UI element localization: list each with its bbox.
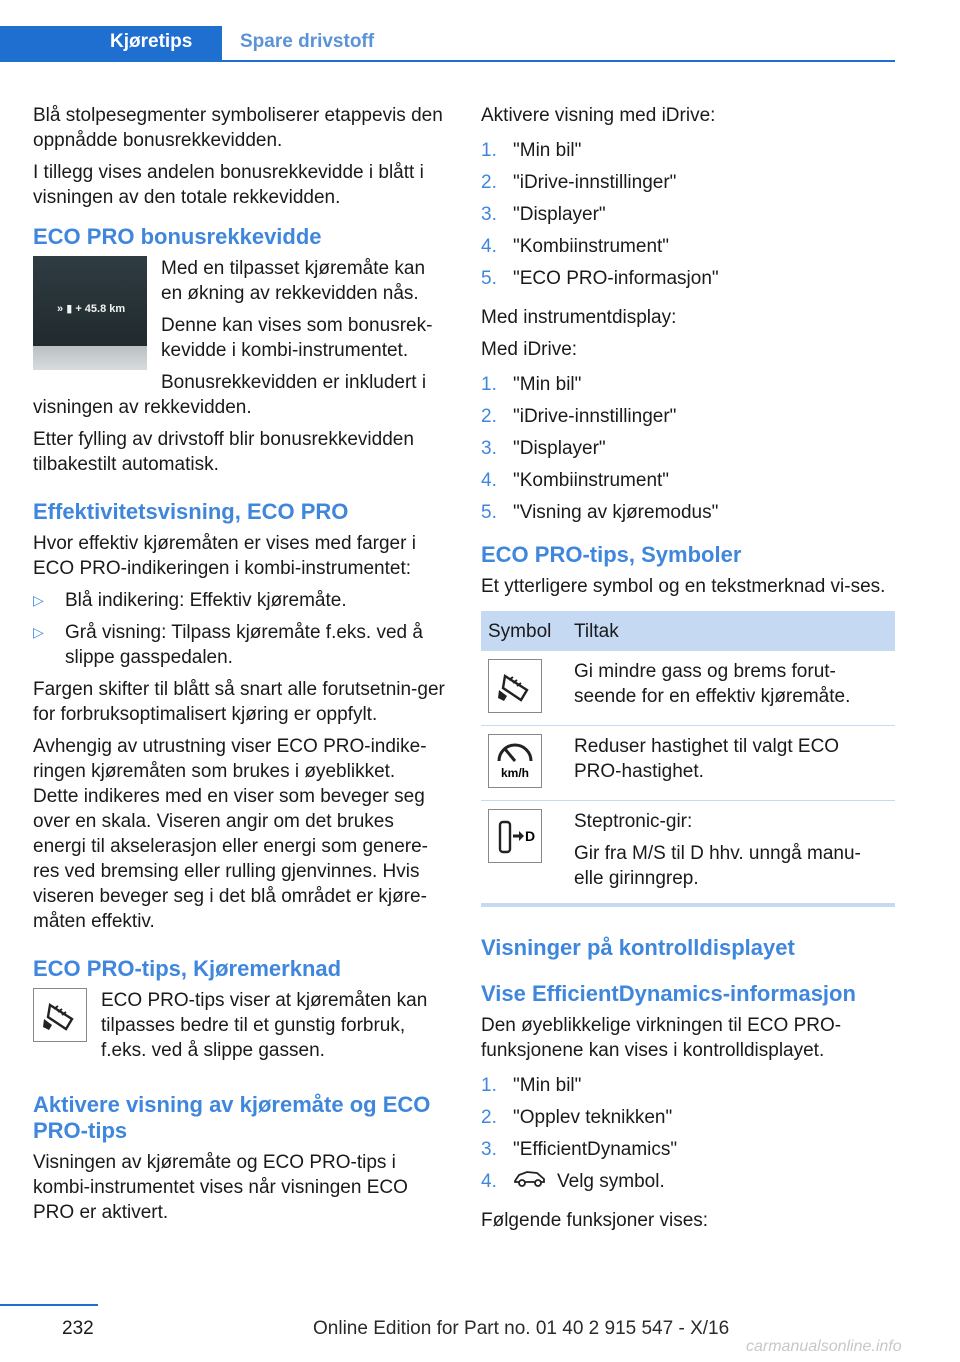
list-item: ▷ Blå indikering: Effektiv kjøremåte. bbox=[33, 588, 445, 613]
paragraph: Hvor effektiv kjøremåten er vises med farger i ECO PRO-indikeringen i kombi-instrumentet: bbox=[33, 533, 416, 579]
paragraph: Steptronic-gir: bbox=[574, 811, 693, 832]
list-item: 3. "Displayer" bbox=[481, 438, 606, 459]
gear-shift-d-icon bbox=[488, 809, 542, 863]
column-header-symbol: Symbol bbox=[481, 611, 567, 651]
foot-off-pedal-icon bbox=[33, 988, 87, 1042]
page-number: 232 bbox=[62, 1318, 94, 1339]
heading-activate-display: Aktivere visning av kjøremåte og ECO PRO-tips bbox=[33, 1092, 431, 1143]
dash-range-readout bbox=[57, 297, 125, 322]
heading-eco-pro-bonus: ECO PRO bonusrekkevidde bbox=[33, 224, 322, 249]
symbol-table bbox=[481, 611, 895, 907]
list-item: 1. "Min bil" bbox=[481, 374, 582, 395]
fuel-pump-icon: ▮ bbox=[66, 303, 73, 315]
page-number-rule bbox=[0, 1304, 98, 1306]
table-cell-action: Gi mindre gass og brems forut-seende for en effektiv kjøremåte. bbox=[567, 651, 895, 726]
list-item: 4. "Kombiinstrument" bbox=[481, 236, 670, 257]
header-tab-spare-drivstoff[interactable]: Spare drivstoff bbox=[240, 31, 375, 52]
bonus-range-display-image bbox=[33, 256, 147, 370]
paragraph: Denne kan vises som bonusrek-kevidde i kombi-instrumentet. bbox=[161, 315, 433, 361]
paragraph: Med iDrive: bbox=[481, 339, 578, 360]
paragraph: Avhengig av utrustning viser ECO PRO-indike-ringen kjøremåten som brukes i øyeblikket. Dette indikeres med en viser som beveger seg over en skala. Viseren angir om det brukes energi til akselerasjon eller energi som genere-res ved bremsing eller rulling gjenvinnes. Hvis viseren beveger seg i det blå området er kjøre-måten effektiv. bbox=[33, 736, 428, 932]
header-tab-kjoretips[interactable]: Kjøretips bbox=[110, 31, 193, 52]
paragraph: Bonusrekkevidden er inkludert i visningen av rekkevidden. bbox=[33, 372, 427, 418]
list-item: 2. "iDrive-innstillinger" bbox=[481, 172, 677, 193]
paragraph: Gir fra M/S til D hhv. unngå manu-elle girinngrep. bbox=[574, 843, 861, 889]
paragraph: Den øyeblikkelige virkningen til ECO PRO-funksjonene kan vises i kontrolldisplayet. bbox=[481, 1015, 842, 1061]
heading-eco-pro-symbols: ECO PRO-tips, Symboler bbox=[481, 542, 742, 567]
heading-efficiency: Effektivitetsvisning, ECO PRO bbox=[33, 499, 349, 524]
svg-text:km/h: km/h bbox=[500, 766, 530, 780]
list-item: 5. "Visning av kjøremodus" bbox=[481, 502, 719, 523]
table-row bbox=[481, 726, 895, 801]
watermark: carmanualsonline.info bbox=[746, 1338, 902, 1355]
numbered-list-idrive bbox=[481, 138, 893, 298]
paragraph: Etter fylling av drivstoff blir bonusrekkevidden tilbakestilt automatisk. bbox=[33, 429, 414, 475]
forward-arrows-icon: » bbox=[57, 303, 64, 315]
paragraph: Med instrumentdisplay: bbox=[481, 307, 677, 328]
foot-off-pedal-icon bbox=[488, 659, 542, 713]
list-item: 4. Velg symbol. bbox=[481, 1169, 893, 1201]
svg-text:D: D bbox=[524, 828, 536, 844]
bullet-list bbox=[33, 588, 445, 670]
list-item: 2. "iDrive-innstillinger" bbox=[481, 406, 677, 427]
paragraph: ECO PRO-tips viser at kjøremåten kan tilpasses bedre til et gunstig forbruk, f.eks. ved å slippe gassen. bbox=[101, 990, 428, 1061]
table-header-row bbox=[481, 611, 895, 651]
dash-range-value: + 45.8 km bbox=[75, 303, 126, 315]
header-rule bbox=[0, 60, 895, 62]
paragraph: Følgende funksjoner vises: bbox=[481, 1210, 709, 1231]
table-row bbox=[481, 801, 895, 906]
heading-efficientdynamics: Vise EfficientDynamics-informasjon bbox=[481, 981, 856, 1006]
paragraph: Fargen skifter til blått så snart alle forutsetnin-ger for forbruksoptimalisert kjøring er oppfylt. bbox=[33, 679, 445, 725]
paragraph: I tillegg vises andelen bonusrekkevidde i blått i visningen av den totale rekkevidden. bbox=[33, 162, 424, 208]
list-item: ▷ Grå visning: Tilpass kjøremåte f.eks. ved å slippe gasspedalen. bbox=[33, 620, 445, 670]
column-header-action: Tiltak bbox=[567, 611, 895, 651]
paragraph: Blå stolpesegmenter symboliserer etappevis den oppnådde bonusrekkevidden. bbox=[33, 105, 443, 151]
list-item: 5. "ECO PRO-informasjon" bbox=[481, 268, 719, 289]
list-item: 1. "Min bil" bbox=[481, 140, 582, 161]
list-item: 2. "Opplev teknikken" bbox=[481, 1107, 673, 1128]
list-item: 1. "Min bil" bbox=[481, 1075, 582, 1096]
paragraph: Et ytterligere symbol og en tekstmerknad vi-ses. bbox=[481, 576, 886, 597]
paragraph: Med en tilpasset kjøremåte kan en økning av rekkevidden nås. bbox=[161, 258, 426, 304]
numbered-list-efficientdynamics bbox=[481, 1073, 893, 1201]
left-column bbox=[33, 103, 445, 1232]
table-row bbox=[481, 651, 895, 726]
heading-eco-pro-tips: ECO PRO-tips, Kjøremerknad bbox=[33, 956, 342, 981]
list-item: 3. "Displayer" bbox=[481, 204, 606, 225]
numbered-list-instrument bbox=[481, 372, 893, 532]
edition-note: Online Edition for Part no. 01 40 2 915 547 - X/16 bbox=[313, 1318, 730, 1339]
car-symbol-icon bbox=[513, 1169, 547, 1194]
right-column bbox=[481, 103, 893, 1240]
table-cell-action: Reduser hastighet til valgt ECO PRO-hastighet. bbox=[567, 726, 895, 801]
heading-control-display: Visninger på kontrolldisplayet bbox=[481, 935, 795, 960]
paragraph: Aktivere visning med iDrive: bbox=[481, 105, 716, 126]
list-item: 4. "Kombiinstrument" bbox=[481, 470, 670, 491]
paragraph: Visningen av kjøremåte og ECO PRO-tips i kombi-instrumentet vises når visningen ECO PRO er aktivert. bbox=[33, 1152, 408, 1223]
list-item: 3. "EfficientDynamics" bbox=[481, 1139, 678, 1160]
table-cell-action bbox=[567, 801, 895, 906]
speedometer-kmh-icon bbox=[488, 734, 542, 788]
